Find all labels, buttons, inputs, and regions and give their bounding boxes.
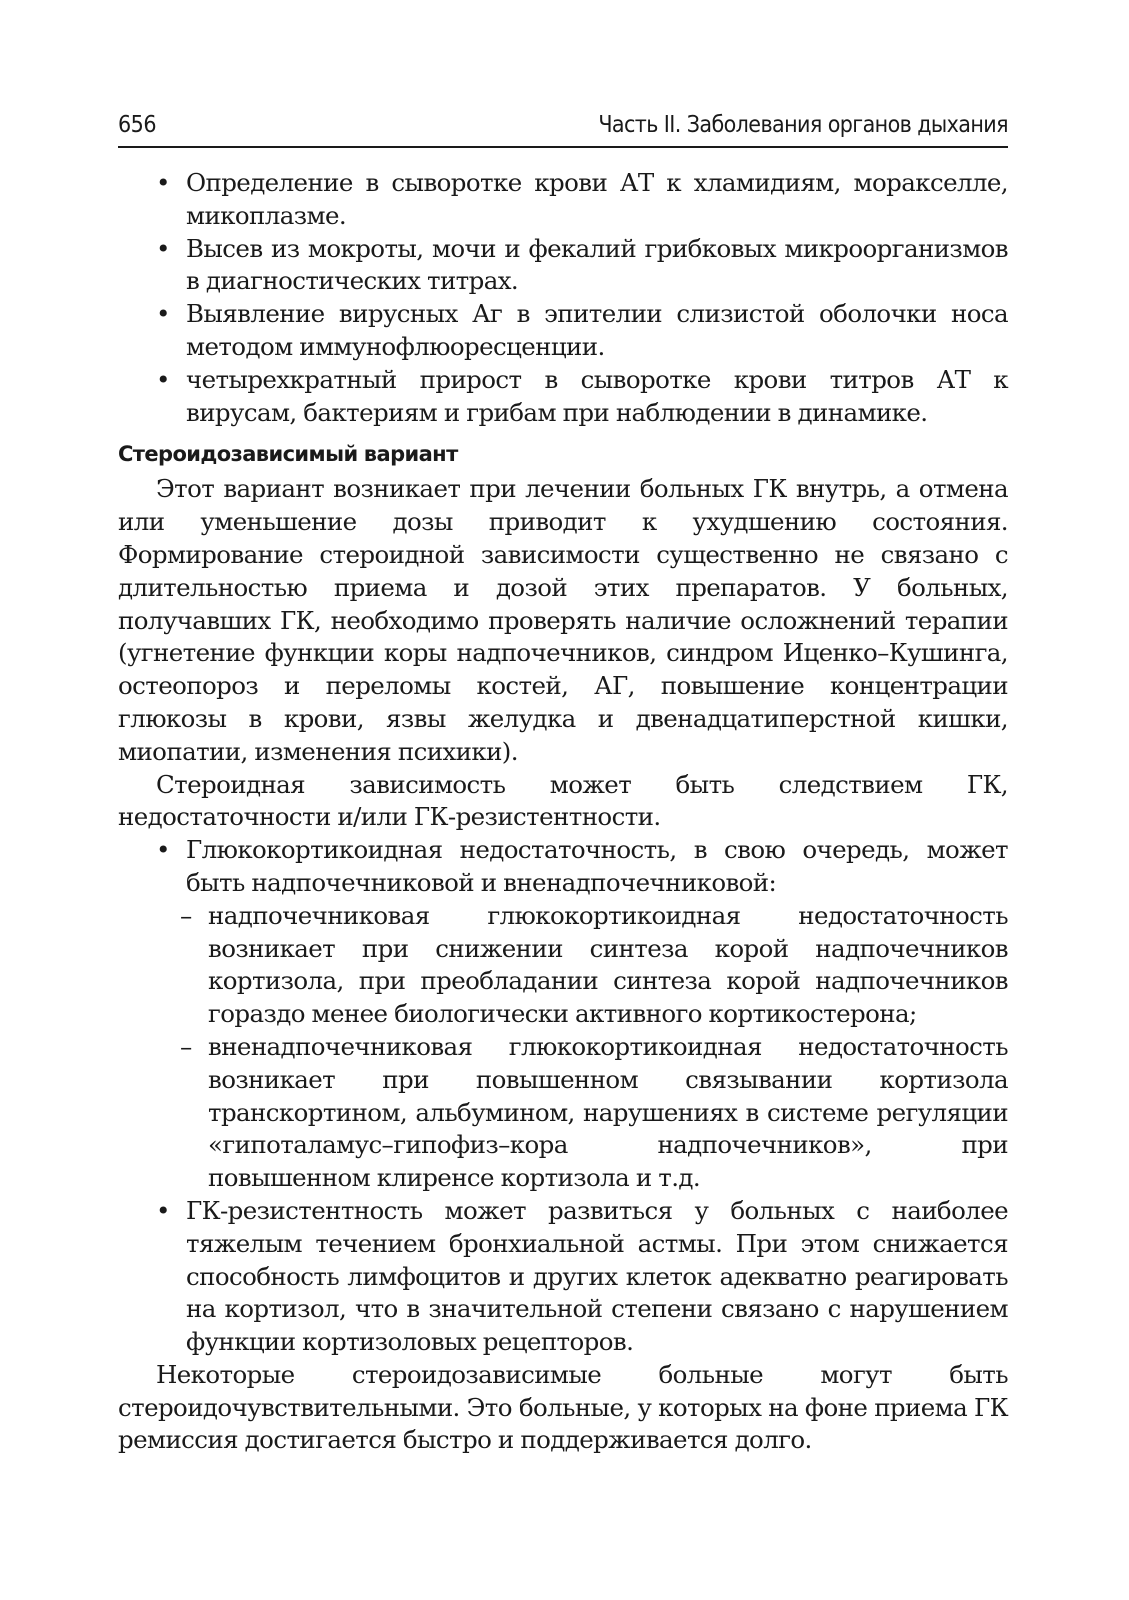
running-title: Часть II. Заболевания органов дыхания xyxy=(598,112,1008,138)
section-heading: Стероидозависимый вариант xyxy=(118,442,458,467)
paragraph: Некоторые стероидозависимые больные могут быть стероидочувствительными. Это больные, у которых на фоне приема ГК ремиссия достигается быстро и поддерживается долго. xyxy=(118,1359,1008,1455)
bullet-mark: • xyxy=(156,364,170,394)
bullet-mark: • xyxy=(156,835,170,865)
bullet-text: Выявление вирусных Аг в эпителии слизистой оболочки носа методом иммунофлюоресценции. xyxy=(186,299,1008,361)
page-body xyxy=(118,167,1008,1457)
dash-mark: – xyxy=(180,1031,192,1061)
bullet-text: Глюкокортикоидная недостаточность, в свою очередь, может быть надпочечниковой и вненадпочечниковой: xyxy=(186,835,1008,897)
bullet-mark: • xyxy=(156,168,170,197)
running-header xyxy=(118,108,1008,148)
page-number: 656 xyxy=(118,112,156,138)
list-item xyxy=(118,834,1008,900)
list-item xyxy=(118,1195,1008,1359)
list-item xyxy=(118,233,1008,299)
resistance-bullet-list xyxy=(118,1195,1008,1359)
dash-text: надпочечниковая глюкокортикоидная недостаточность возникает при снижении синтеза корой надпочечников кортизола, при преобладании синтеза корой надпочечников гораздо менее биологически активного кортикостерона; xyxy=(208,900,1008,1029)
list-item xyxy=(118,900,1008,1031)
bullet-text: Высев из мокроты, мочи и фекалий грибковых микроорганизмов в диагностических титрах. xyxy=(186,233,1008,296)
paragraph: Этот вариант возникает при лечении больных ГК внутрь, а отмена или уменьшение дозы приводит к ухудшению состояния. Формирование стероидной зависимости существенно не связано с длительностью приема и дозой этих препаратов. У больных, получавших ГК, необходимо проверять наличие осложнений терапии (угнетение функции коры надпочечников, синдром Иценко–Кушинга, остеопороз и переломы костей, АГ, повышение концентрации глюкозы в крови, язвы желудка и двенадцатиперстной кишки, миопатии, изменения психики). xyxy=(118,474,1008,766)
bullet-mark: • xyxy=(156,299,170,329)
insufficiency-dash-list xyxy=(118,900,1008,1195)
list-item xyxy=(118,364,1008,430)
dependence-bullet-list xyxy=(118,834,1008,900)
paragraph: Стероидная зависимость может быть следствием ГК, недостаточности и/или ГК-резистентности. xyxy=(118,769,1008,832)
dash-mark: – xyxy=(180,900,192,930)
diagnostics-bullet-list xyxy=(118,167,1008,429)
bullet-text: четырехкратный прирост в сыворотке крови титров АТ к вирусам, бактериям и грибам при наблюдении в динамике. xyxy=(186,364,1008,427)
bullet-text: ГК-резистентность может развиться у больных с наиболее тяжелым течением бронхиальной астмы. При этом снижается способность лимфоцитов и других клеток адекватно реагировать на кортизол, что в значительной степени связано с нарушением функции кортизоловых рецепторов. xyxy=(186,1195,1008,1357)
dash-text: вненадпочечниковая глюкокортикоидная недостаточность возникает при повышенном связывании кортизола транскортином, альбумином, нарушениях в системе регуляции «гипоталамус–гипофиз–кора надпочечников», при повышенном клиренсе кортизола и т.д. xyxy=(208,1031,1008,1193)
bullet-text: Определение в сыворотке крови АТ к хламидиям, моракселле, микоплазме. xyxy=(186,168,1008,230)
list-item xyxy=(118,167,1008,233)
list-item xyxy=(118,298,1008,364)
bullet-mark: • xyxy=(156,1195,170,1225)
list-item xyxy=(118,1031,1008,1195)
bullet-mark: • xyxy=(156,233,170,263)
